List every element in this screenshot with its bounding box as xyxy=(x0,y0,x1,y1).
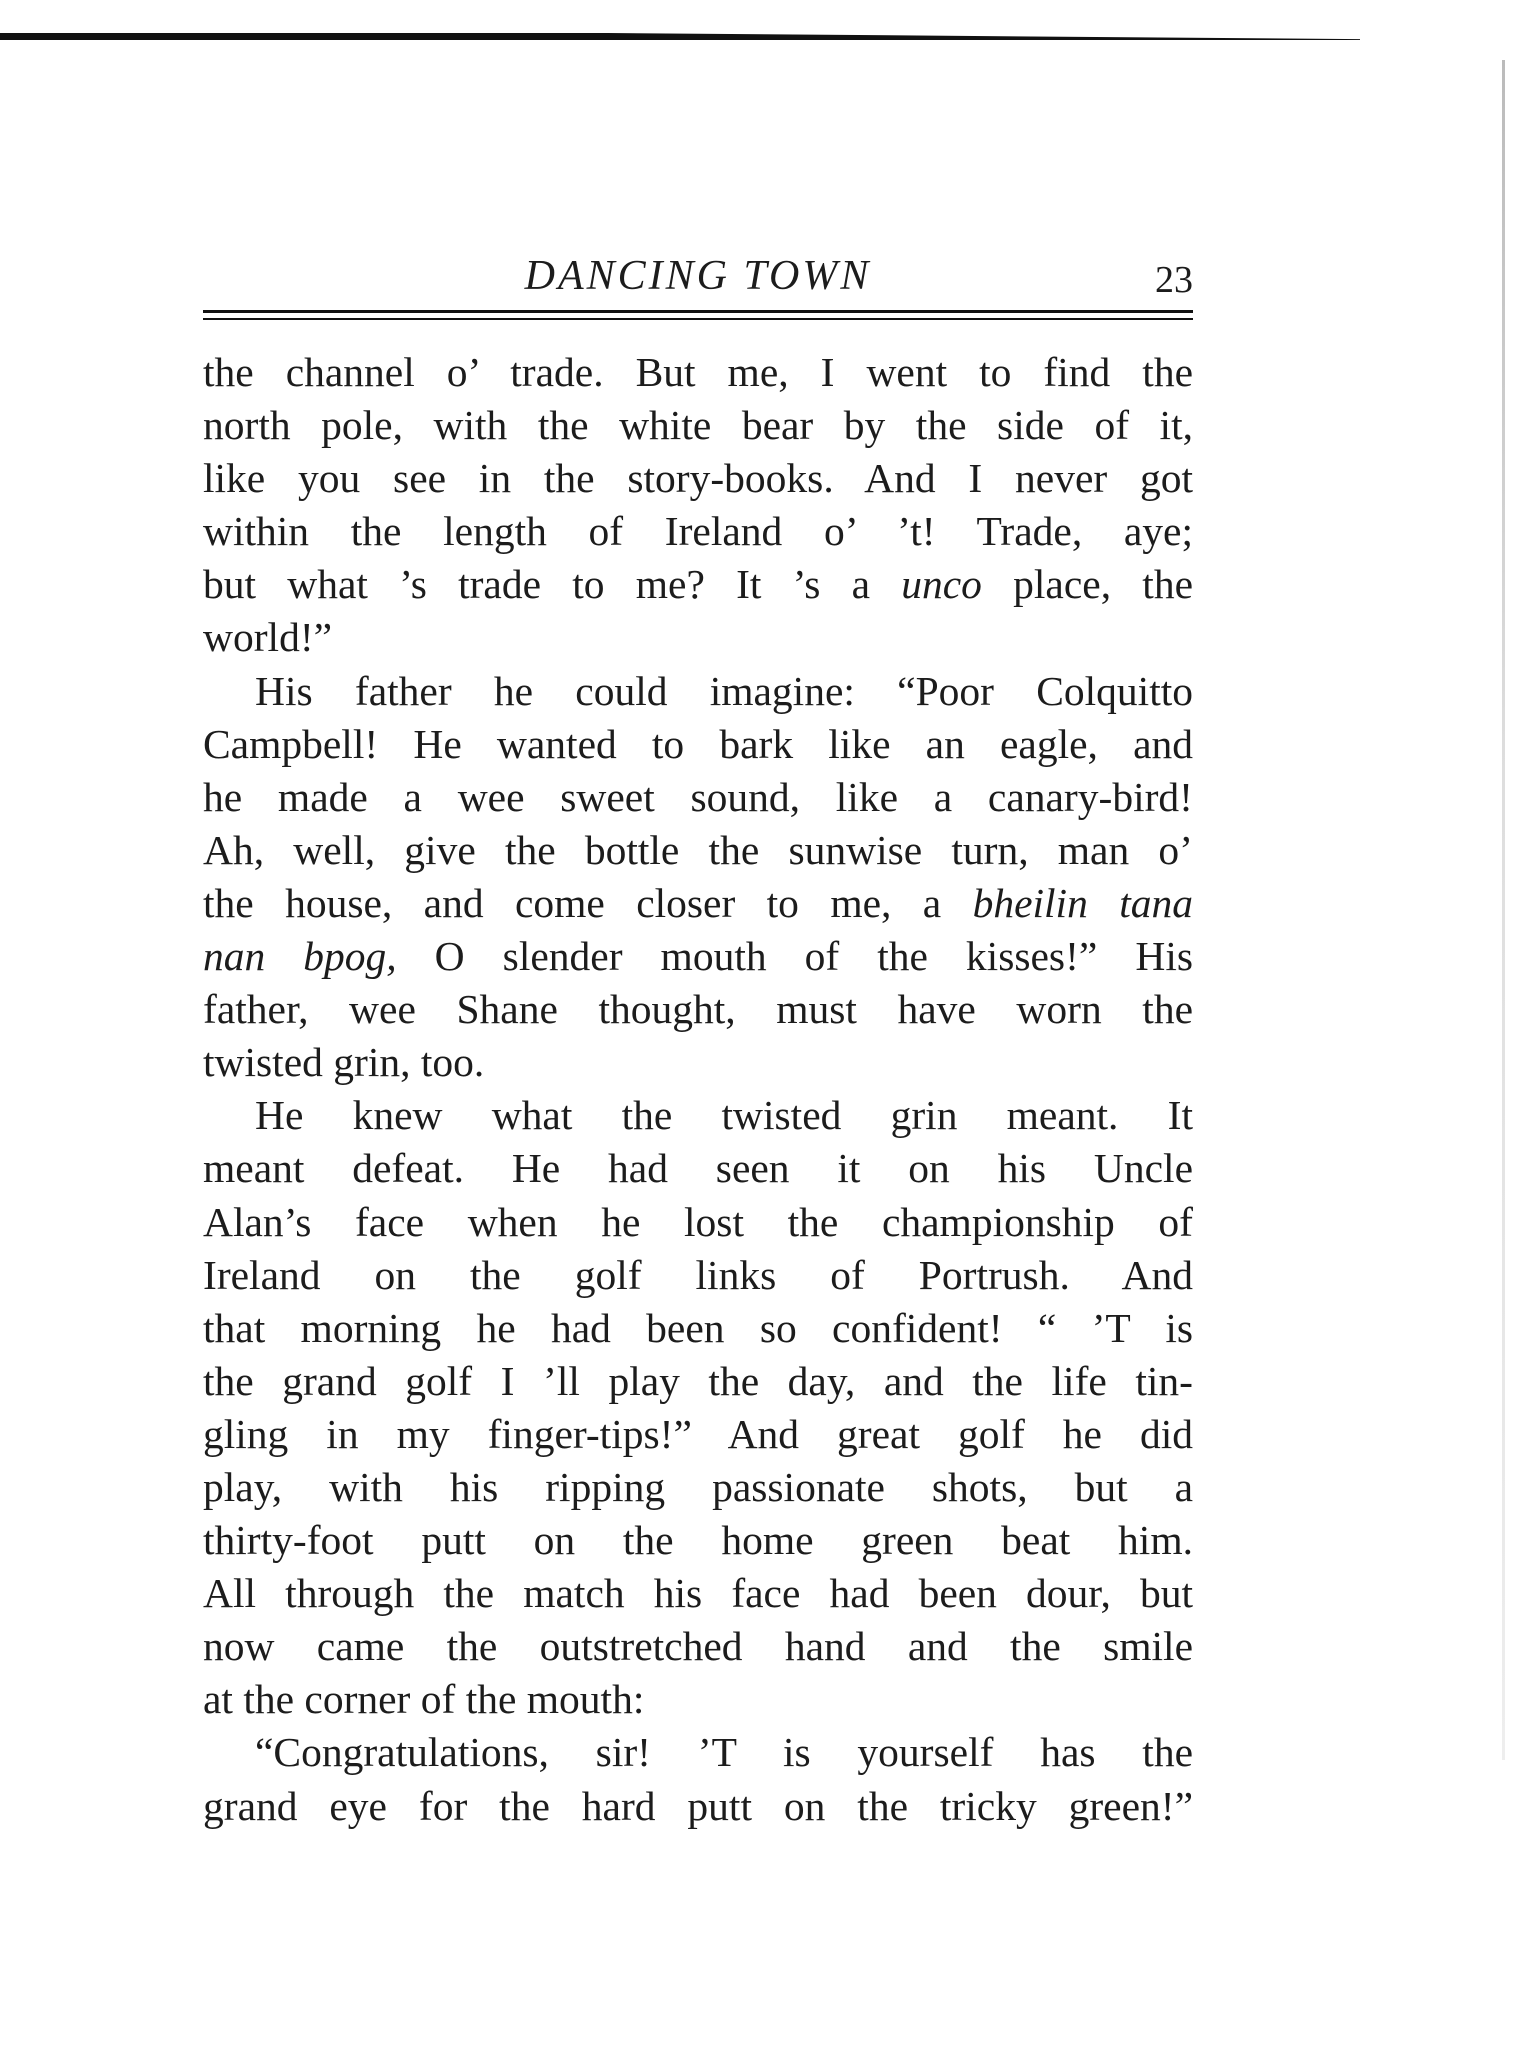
text-segment: His father he could imagine: “Poor Colquitto xyxy=(255,667,1193,714)
text-segment: twisted grin, too. xyxy=(203,1039,485,1086)
text-line xyxy=(203,930,1193,983)
text-segment: but what ’s trade to me? It ’s a xyxy=(203,561,902,608)
text-segment: father, wee Shane thought, must have worn the xyxy=(203,986,1193,1033)
text-segment: “Congratulations, sir! ’T is yourself has the xyxy=(255,1729,1193,1776)
scan-edge-shadow xyxy=(0,28,1360,46)
text-segment: O slender mouth of the kisses!” His xyxy=(396,933,1193,980)
text-segment: Alan’s face when he lost the championship of xyxy=(203,1198,1193,1245)
text-segment: thirty-foot putt on the home green beat him. xyxy=(203,1517,1193,1564)
text-line xyxy=(203,1780,1193,1833)
text-line xyxy=(203,1461,1193,1514)
text-line xyxy=(203,558,1193,611)
text-segment: like you see in the story-books. And I never got xyxy=(203,455,1193,502)
text-segment: play, with his ripping passionate shots, but a xyxy=(203,1463,1193,1510)
text-line xyxy=(203,1302,1193,1355)
text-segment: gling in my finger-tips!” And great golf he did xyxy=(203,1410,1193,1457)
text-line xyxy=(203,718,1193,771)
text-segment: meant defeat. He had seen it on his Uncle xyxy=(203,1145,1193,1192)
text-segment: Ireland on the golf links of Portrush. And xyxy=(203,1251,1193,1298)
text-segment: north pole, with the white bear by the side of it, xyxy=(203,402,1193,449)
text-segment: place, the xyxy=(981,561,1193,608)
text-line xyxy=(203,1726,1193,1779)
text-line xyxy=(203,1249,1193,1302)
text-line xyxy=(203,1142,1193,1195)
text-segment: world!” xyxy=(203,614,333,661)
italic-phrase: bheilin tana xyxy=(972,879,1193,926)
text-segment: the channel o’ trade. But me, I went to find the xyxy=(203,349,1193,395)
text-line xyxy=(203,824,1193,877)
text-line xyxy=(203,1196,1193,1249)
text-line xyxy=(203,1036,1193,1089)
text-line xyxy=(203,665,1193,718)
text-line xyxy=(203,771,1193,824)
text-line xyxy=(203,505,1193,558)
text-line xyxy=(203,1620,1193,1673)
text-segment: that morning he had been so confident! “ ’T is xyxy=(203,1304,1193,1351)
page-number: 23 xyxy=(1155,259,1193,301)
scan-right-edge xyxy=(1502,60,1505,1760)
text-line xyxy=(203,1408,1193,1461)
text-line xyxy=(203,346,1193,399)
text-line xyxy=(203,877,1193,930)
text-segment: at the corner of the mouth: xyxy=(203,1676,645,1723)
text-line xyxy=(203,1514,1193,1567)
text-segment: the grand golf I ’ll play the day, and the life tin- xyxy=(203,1357,1193,1404)
text-segment: Campbell! He wanted to bark like an eagle, and xyxy=(203,720,1193,767)
text-segment: grand eye for the hard putt on the tricky green!” xyxy=(203,1782,1193,1829)
text-segment: He knew what the twisted grin meant. It xyxy=(255,1092,1193,1139)
body-text xyxy=(203,346,1193,1833)
text-segment: the house, and come closer to me, a xyxy=(203,879,973,926)
text-line xyxy=(203,399,1193,452)
page-header xyxy=(203,252,1193,312)
header-rule-thin xyxy=(203,318,1193,320)
running-title: DANCING TOWN xyxy=(524,253,872,299)
text-line xyxy=(203,1673,1193,1726)
text-segment: he made a wee sweet sound, like a canary-bird! xyxy=(203,773,1193,820)
text-line xyxy=(203,1089,1193,1142)
text-line xyxy=(203,1355,1193,1408)
text-segment: All through the match his face had been dour, but xyxy=(203,1570,1193,1617)
italic-phrase: nan bpog, xyxy=(203,933,397,980)
italic-phrase: unco xyxy=(901,561,982,608)
text-line xyxy=(203,983,1193,1036)
text-line xyxy=(203,1567,1193,1620)
text-line xyxy=(203,452,1193,505)
text-segment: Ah, well, give the bottle the sunwise turn, man o’ xyxy=(203,826,1193,873)
text-segment: now came the outstretched hand and the smile xyxy=(203,1623,1193,1670)
header-rule-thick xyxy=(203,310,1193,313)
text-segment: within the length of Ireland o’ ’t! Trade, aye; xyxy=(203,508,1193,555)
text-line xyxy=(203,611,1193,664)
